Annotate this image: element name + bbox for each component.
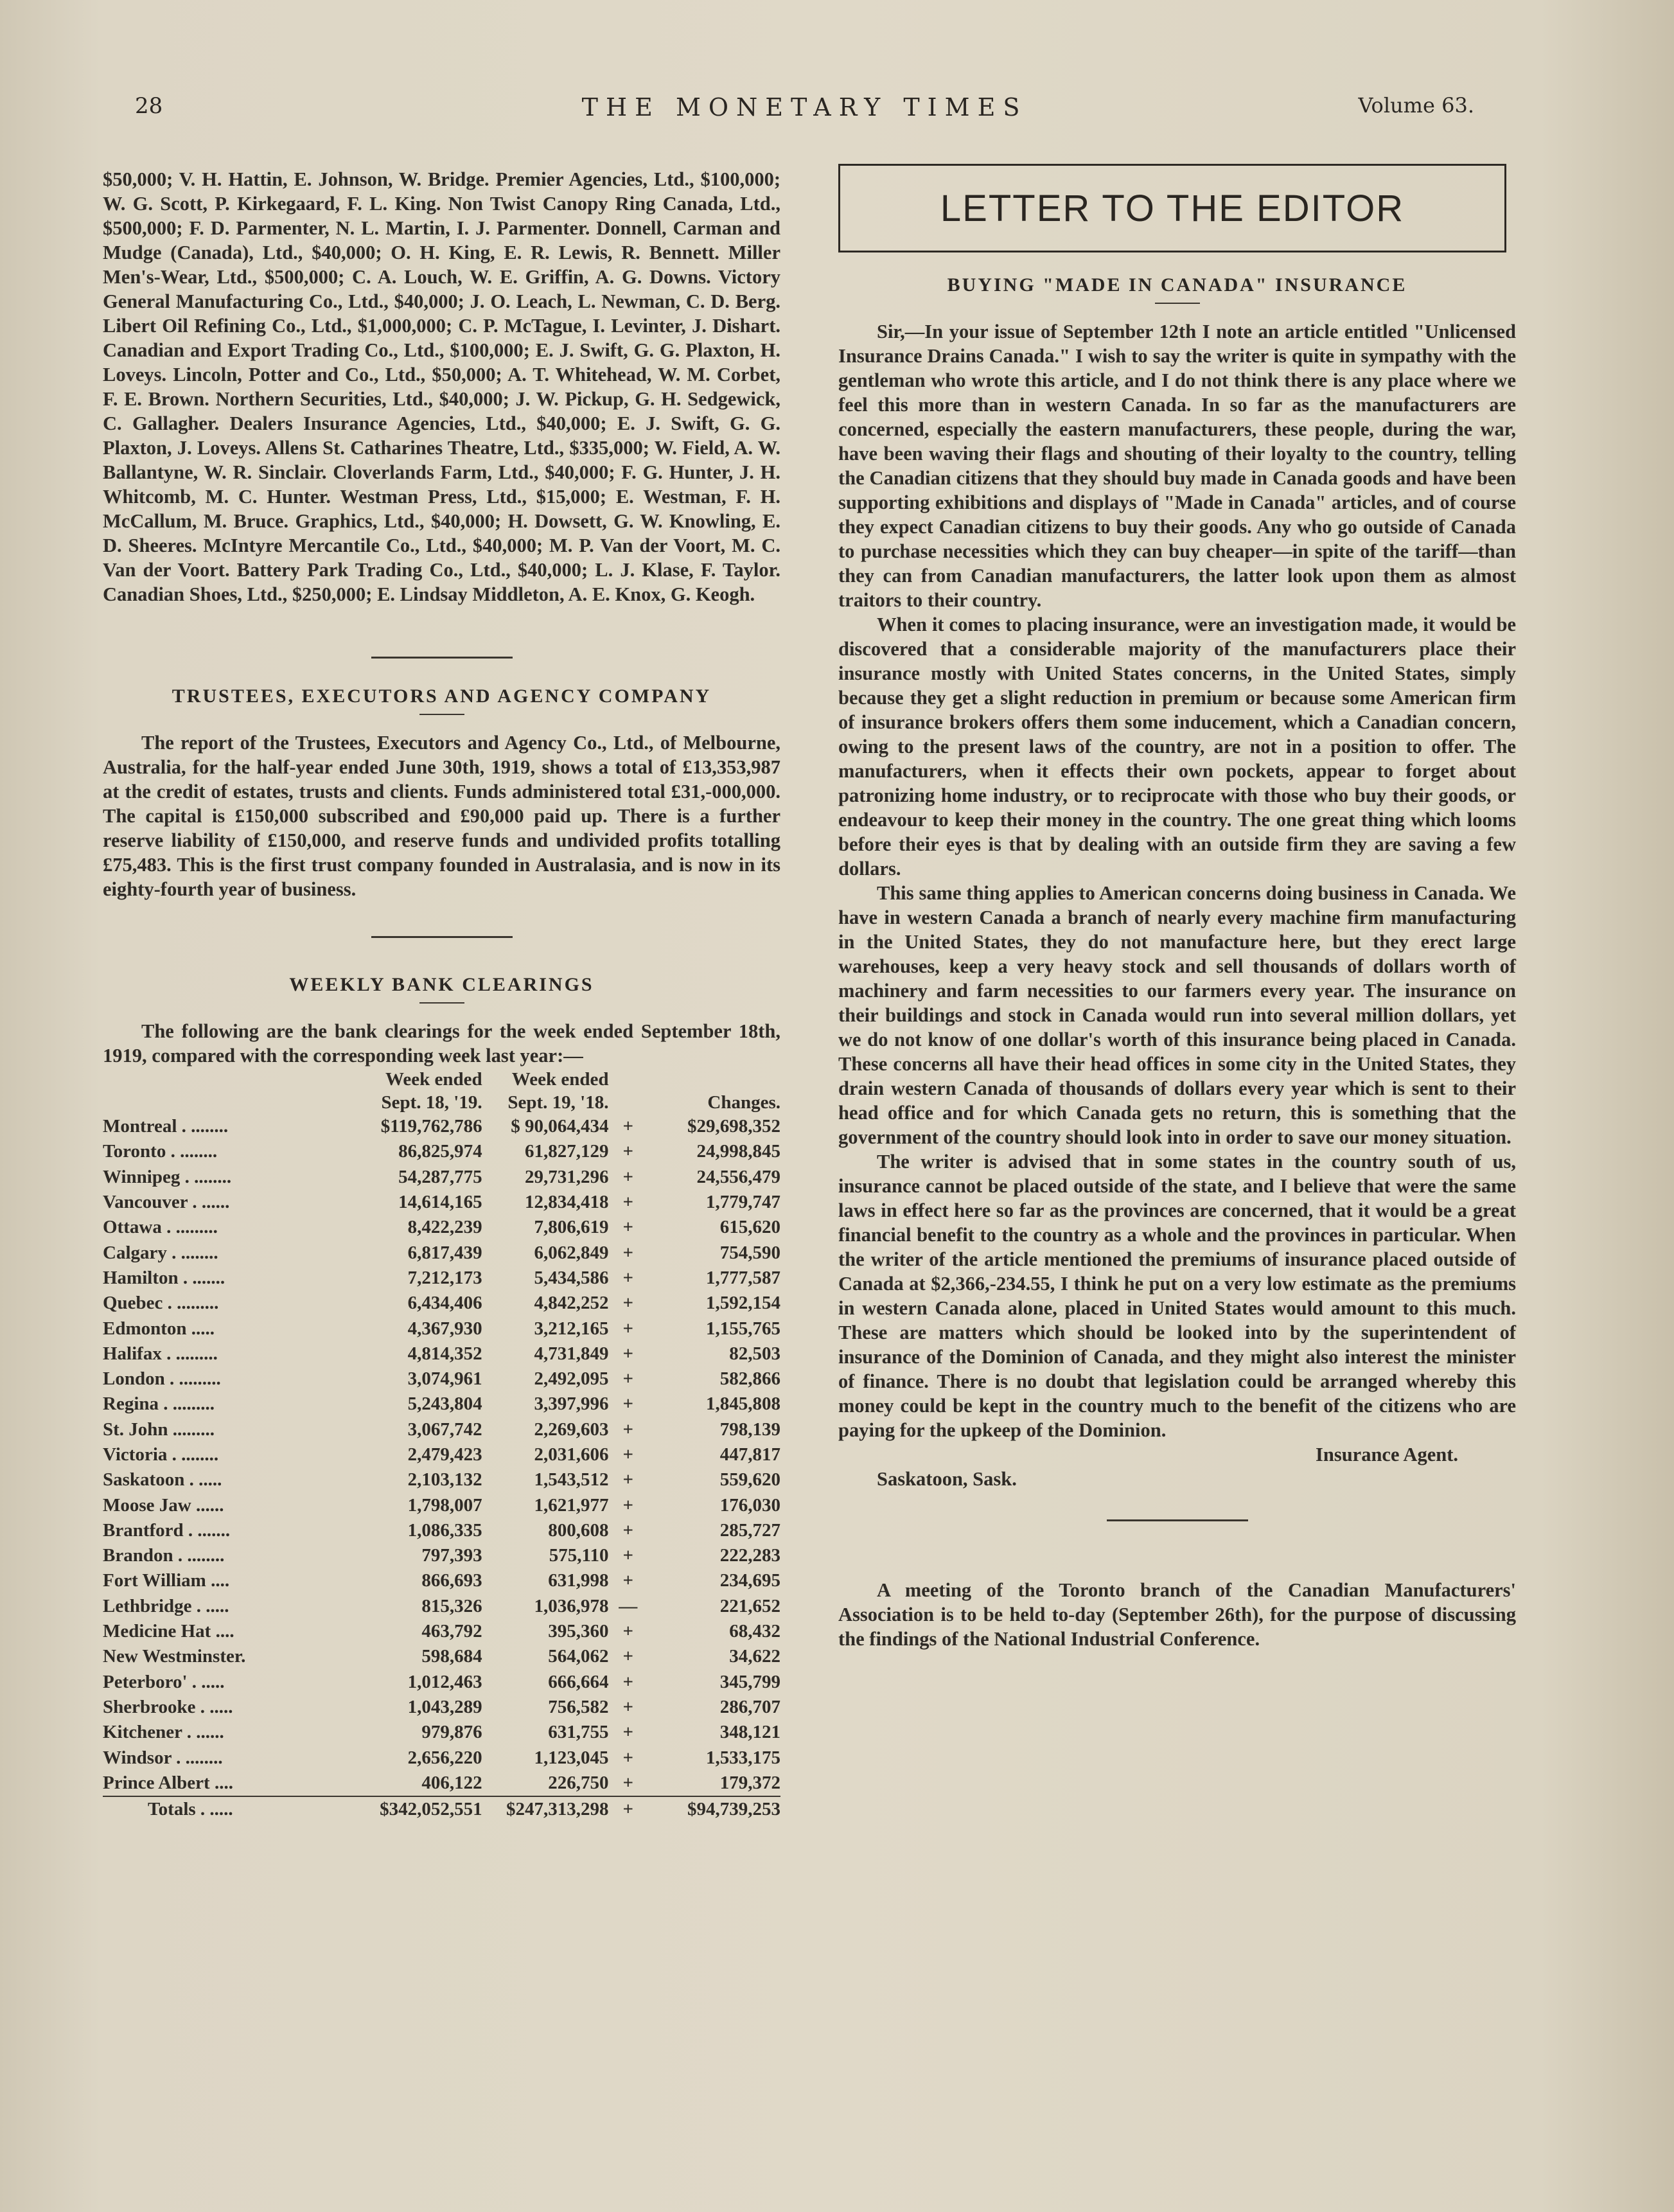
table-cell: 3,067,742 [407,1419,482,1440]
table-cell: 2,479,423 [407,1444,482,1465]
table-cell: + [622,1267,633,1288]
table-row [103,1215,780,1240]
table-row [103,1316,780,1341]
table-cell: + [622,1469,633,1491]
table-cell: 1,036,978 [534,1595,609,1616]
column-header: Week ended [385,1069,482,1090]
city-cell: Winnipeg . ........ [103,1166,232,1187]
table-cell: + [622,1394,633,1415]
table-row [103,1367,780,1392]
table-row [103,1568,780,1593]
table-cell: + [622,1545,633,1566]
table-cell: 2,492,095 [534,1368,609,1390]
table-cell: + [622,1444,633,1465]
table-cell: 7,212,173 [407,1267,482,1288]
city-cell: Calgary . ........ [103,1242,218,1263]
heading-rule [419,1002,464,1004]
table-cell: $94,739,253 [648,1796,780,1822]
letter-paragraph: The writer is advised that in some states in the country south of us, insurance cannot be placed outside of the state, and I believe that were the same laws in effect here so far as the provinces are concerned, that it would be a great financial benefit to the country as a whole and the provinces in particular. When the writer of the article mentioned the premiums of insurance placed outside of Canada at $2,366,-234.55, I think he put on a very low estimate as the premiums in western Canada alone, placed in United States would amount to this much. These are matters which should be looked into by the superintendent of insurance of the Dominion of Canada, and they might also interest the minister of finance. There is no doubt that legislation could be arranged whereby this money could be kept in the country much to the benefit of the citizens who are paying for the upkeep of the Dominion. [838,1151,1516,1441]
table-row [103,1392,780,1417]
table-row [103,1114,780,1139]
table-row [103,1442,780,1467]
table-cell: $29,698,352 [687,1116,780,1137]
city-cell: Fort William .... [103,1570,230,1591]
table-cell: + [622,1519,633,1541]
column-header: Sept. 19, '18. [507,1092,609,1113]
table-row [103,1240,780,1265]
table-cell: 447,817 [719,1444,780,1465]
table-cell: 4,731,849 [534,1343,609,1364]
table-cell: 815,326 [421,1595,482,1616]
table-cell: 12,834,418 [524,1192,609,1213]
column-header: Sept. 18, '19. [381,1092,482,1113]
table-cell: 3,212,165 [534,1318,609,1339]
table-cell: + [622,1141,633,1162]
masthead: THE MONETARY TIMES [581,93,1028,121]
table-cell: + [622,1621,633,1642]
table-row [103,1165,780,1190]
letter-location: Saskatoon, Sask. [877,1468,1017,1490]
table-cell: — [619,1595,638,1616]
city-cell: Brantford . ....... [103,1519,231,1541]
table-cell: 1,123,045 [534,1747,609,1768]
table-cell: $342,052,551 [369,1796,482,1822]
table-cell: 234,695 [719,1570,780,1591]
table-row [103,1341,780,1367]
city-cell: Sherbrooke . ..... [103,1696,233,1717]
table-row [103,1745,780,1770]
table-cell: 406,122 [421,1772,482,1793]
table-cell: 575,110 [549,1545,609,1566]
table-row [103,1670,780,1695]
table-row [103,1594,780,1619]
table-cell: 285,727 [719,1519,780,1541]
table-cell: 754,590 [719,1242,780,1263]
table-cell: + [622,1293,633,1314]
table-row [103,1695,780,1720]
table-cell: + [622,1242,633,1263]
city-cell: New Westminster. [103,1646,246,1667]
table-cell: 866,693 [421,1570,482,1591]
table-cell: + [622,1570,633,1591]
page-number: 28 [135,93,163,119]
table-cell: 82,503 [729,1343,780,1364]
table-cell: 222,283 [719,1545,780,1566]
table-cell: 179,372 [719,1772,780,1793]
table-row [103,1190,780,1215]
table-cell: 6,434,406 [407,1293,482,1314]
letter-paragraph: Sir,—In your issue of September 12th I note an article entitled "Unlicensed Insurance Drains Canada." I wish to say the writer is quite in sympathy with the gentleman who wrote this article, and I do not think there is any place where we feel this more than in western Canada. In so far as the manufacturers are concerned, especially the eastern manufacturers, these people, during the war, have been waving their flags and shouting of their loyalty to the country, telling the Canadian citizens that they should buy made in Canada goods and have been supporting exhibitions and displays of "Made in Canada" articles, and of course they expect Canadian citizens to buy their goods. Any who go outside of Canada to purchase necessities which they can buy cheaper—in spite of the tariff—than they can from Canadian manufacturers, the latter look upon them as almost traitors to their country. [838,321,1516,611]
table-cell: 631,755 [548,1722,609,1743]
heading-rule [1155,303,1200,304]
table-cell: 3,397,996 [534,1394,609,1415]
table-cell: + [622,1772,633,1793]
table-cell: 1,779,747 [706,1192,780,1213]
table-cell: 286,707 [719,1696,780,1717]
table-cell: 221,652 [719,1595,780,1616]
table-cell: 4,367,930 [407,1318,482,1339]
letter-signature: Insurance Agent. [1316,1444,1458,1465]
table-cell: 68,432 [729,1621,780,1642]
table-row [103,1139,780,1164]
letter-subtitle: BUYING "MADE IN CANADA" INSURANCE [947,274,1407,296]
table-cell: 348,121 [719,1722,780,1743]
table-cell: + [622,1343,633,1364]
city-cell: St. John ......... [103,1419,215,1440]
table-row [103,1543,780,1568]
table-cell: + [608,1796,648,1822]
table-cell: + [622,1722,633,1743]
table-cell: 800,608 [548,1519,609,1541]
table-cell: 798,139 [719,1419,780,1440]
table-cell: 1,777,587 [706,1267,780,1288]
table-cell: 666,664 [548,1671,609,1692]
left-column [103,167,780,1822]
table-row [103,1417,780,1442]
table-cell: 34,622 [729,1646,780,1667]
table-cell: 2,103,132 [407,1469,482,1491]
table-cell: 1,845,808 [706,1394,780,1415]
city-cell: Victoria . ........ [103,1444,219,1465]
table-row [103,1644,780,1669]
table-header-row [103,1091,780,1114]
table-cell: + [622,1646,633,1667]
table-cell: 598,684 [421,1646,482,1667]
clearings-heading: WEEKLY BANK CLEARINGS [289,974,594,995]
meeting-notice: A meeting of the Toronto branch of the Canadian Manufacturers' Association is to be held to-day (September 26th), for the purpose of discussing the findings of the National Industrial Conference. [838,1579,1516,1650]
volume-label: Volume 63. [1358,93,1474,118]
letter-paragraph: This same thing applies to American concerns doing business in Canada. We have in western Canada a branch of nearly every machine firm manufacturing in the United States, they do not manufacture here, but they erect large warehouses, keep a very heavy stock and sell thousands of dollars worth of machinery and farm necessities to our farmers every year. The insurance on their buildings and stock in Canada would run into several million dollars, yet we do not know of one dollar's worth of this insurance being placed in Canada. These concerns all have their head offices in some city in the United States, they drain western Canada of thousands of dollars every year which is sent to their head office and for which Canada gets no return, this is something that the government of the country should look into in order to save our money situation. [838,882,1516,1148]
table-cell: 797,393 [421,1545,482,1566]
table-row [103,1771,780,1796]
table-cell: 176,030 [719,1494,780,1516]
table-cell: Totals . ..... [103,1796,369,1822]
table-cell: 756,582 [548,1696,609,1717]
city-cell: London . ......... [103,1368,221,1390]
table-header-row [103,1068,780,1091]
table-cell: 1,533,175 [706,1747,780,1768]
city-cell: Montreal . ........ [103,1116,229,1137]
table-cell: 24,998,845 [696,1141,780,1162]
letter-paragraph: When it comes to placing insurance, were an investigation made, it would be discovered that a considerable majority of the manufacturers place their insurance mostly with United States concerns, in the United States, simply because they get a slight reduction in premium or because some American firm of insurance brokers offers them some inducement, which a Canadian concern, owing to the present laws of the country, are not in a position to offer. The manufacturers, when it effects their own pockets, appear to forget about patronizing home industry, or to reciprocate with those who buy their goods, or endeavour to keep their money in the country. The one great thing which looms before their eyes is that by dealing with an outside firm they are saving a few dollars. [838,614,1516,880]
table-cell: + [622,1217,633,1238]
table-row [103,1518,780,1543]
right-column [838,164,1516,1651]
table-cell: + [622,1494,633,1516]
page-header [135,93,1474,125]
city-cell: Edmonton ..... [103,1318,215,1339]
table-cell: + [622,1368,633,1390]
column-header: Changes. [707,1092,780,1113]
table-row [103,1720,780,1745]
table-cell: 559,620 [719,1469,780,1491]
table-cell: 615,620 [719,1217,780,1238]
column-header: Week ended [511,1069,609,1090]
table-cell: 54,287,775 [398,1166,482,1187]
table-cell: 564,062 [548,1646,609,1667]
table-cell: + [622,1192,633,1213]
table-cell: 14,614,165 [398,1192,482,1213]
table-cell: 6,062,849 [534,1242,609,1263]
city-cell: Regina . ......... [103,1394,215,1415]
city-cell: Kitchener . ...... [103,1722,224,1743]
city-cell: Ottawa . ......... [103,1217,218,1238]
table-cell: 1,798,007 [407,1494,482,1516]
table-cell: 1,043,289 [407,1696,482,1717]
city-cell: Peterboro' . ..... [103,1671,225,1692]
table-cell: 24,556,479 [696,1166,780,1187]
totals-row [103,1796,780,1822]
bank-clearings-table [103,1068,780,1822]
table-cell: 4,842,252 [534,1293,609,1314]
trustees-article: The report of the Trustees, Executors and Agency Co., Ltd., of Melbourne, Australia, for the half-year ended June 30th, 1919, shows a total of £13,353,987 at the credit of estates, trusts and clients. Funds administered total £31,-000,000. The capital is £150,000 subscribed and £90,000 paid up. There is a further reserve liability of £150,000, and reserve funds and undivided profits totalling £75,483. This is the first trust company founded in Australasia, and is now in its eighty-fourth year of business. [103,732,780,900]
table-row [103,1291,780,1316]
table-cell: 1,012,463 [407,1671,482,1692]
table-cell: + [622,1116,633,1137]
trustees-heading: TRUSTEES, EXECUTORS AND AGENCY COMPANY [172,686,712,707]
table-cell: 6,817,439 [407,1242,482,1263]
table-cell: 5,434,586 [534,1267,609,1288]
table-cell: $119,762,786 [380,1116,482,1137]
city-cell: Quebec . ......... [103,1293,219,1314]
city-cell: Prince Albert .... [103,1772,233,1793]
city-cell: Medicine Hat .... [103,1621,234,1642]
table-cell: 29,731,296 [524,1166,609,1187]
letter-heading: LETTER TO THE EDITOR [940,187,1405,229]
city-cell: Brandon . ........ [103,1545,225,1566]
table-cell: 1,155,765 [706,1318,780,1339]
table-cell: 61,827,129 [524,1141,609,1162]
table-cell: + [622,1671,633,1692]
table-cell: 86,825,974 [398,1141,482,1162]
table-cell: 226,750 [548,1772,609,1793]
table-cell: 395,360 [548,1621,609,1642]
table-cell: 2,656,220 [407,1747,482,1768]
table-cell: 1,543,512 [534,1469,609,1491]
incorporations-list: $50,000; V. H. Hattin, E. Johnson, W. Bridge. Premier Agencies, Ltd., $100,000; W. G. Scott, P. Kirkegaard, F. L. King. Non Twist Canopy Ring Canada, Ltd., $500,000; F. D. Parmenter, N. L. Martin, I. J. Parmenter. Donnell, Carman and Mudge (Canada), Ltd., $40,000; O. H. King, E. R. Lewis, R. Bennett. Miller Men's-Wear, Ltd., $500,000; C. A. Louch, W. E. Griffin, A. G. Downs. Victory General Manufacturing Co., Ltd., $40,000; J. O. Leach, L. Newman, C. D. Berg. Libert Oil Refining Co., Ltd., $1,000,000; C. P. McTague, I. Levinter, J. Dishart. Canadian and Export Trading Co., Ltd., $100,000; E. J. Swift, G. G. Plaxton, H. Loveys. Lincoln, Potter and Co., Ltd., $50,000; A. T. Whitehead, W. M. Corbet, F. E. Brown. Northern Securities, Ltd., $40,000; J. W. Pickup, G. H. Sedgewick, C. Gallagher. Dealers Insurance Agencies, Ltd., $40,000; E. J. Swift, G. G. Plaxton, J. Loveys. Allens St. Catharines Theatre, Ltd., $335,000; W. Field, A. W. Ballantyne, W. R. Sinclair. Cloverlands Farm, Ltd., $40,000; F. G. Hunter, J. H. Whitcomb, M. C. Hunter. Westman Press, Ltd., $15,000; E. Westman, F. H. McCallum, M. Bruce. Graphics, Ltd., $40,000; H. Dowsett, G. W. Knowling, E. D. Sheeres. McIntyre Mercantile Co., Ltd., $40,000; M. P. Van der Voort, M. C. Van der Voort. Battery Park Trading Co., Ltd., $40,000; L. J. Klase, F. Taylor. Canadian Shoes, Ltd., $250,000; E. Lindsay Middleton, A. E. Knox, G. Keogh. [103,168,780,605]
city-cell: Saskatoon . ..... [103,1469,222,1491]
table-cell: + [622,1166,633,1187]
table-cell: 631,998 [548,1570,609,1591]
table-cell: 4,814,352 [407,1343,482,1364]
city-cell: Moose Jaw ...... [103,1494,224,1516]
city-cell: Toronto . ........ [103,1141,218,1162]
table-cell: + [622,1318,633,1339]
heading-rule [419,714,464,715]
table-row [103,1492,780,1517]
table-cell: 3,074,961 [407,1368,482,1390]
table-row [103,1619,780,1644]
table-cell: 463,792 [421,1621,482,1642]
city-cell: Windsor . ........ [103,1747,223,1768]
table-cell: 1,592,154 [706,1293,780,1314]
table-row [103,1467,780,1492]
city-cell: Halifax . ......... [103,1343,218,1364]
table-cell: 8,422,239 [407,1217,482,1238]
table-cell: + [622,1696,633,1717]
table-cell: 2,269,603 [534,1419,609,1440]
table-cell: 345,799 [719,1671,780,1692]
table-cell: 1,621,977 [534,1494,609,1516]
table-cell: 1,086,335 [407,1519,482,1541]
city-cell: Lethbridge . ..... [103,1595,229,1616]
table-cell: 5,243,804 [407,1394,482,1415]
column-header [648,1068,780,1091]
table-cell: 2,031,606 [534,1444,609,1465]
table-cell: + [622,1419,633,1440]
table-row [103,1266,780,1291]
city-cell: Vancouver . ...... [103,1192,230,1213]
table-cell: 7,806,619 [534,1217,609,1238]
table-cell: $ 90,064,434 [511,1116,609,1137]
table-cell: 979,876 [421,1722,482,1743]
city-cell: Hamilton . ....... [103,1267,225,1288]
table-cell: + [622,1747,633,1768]
table-cell: 582,866 [719,1368,780,1390]
table-cell: $247,313,298 [482,1796,609,1822]
clearings-intro: The following are the bank clearings for the week ended September 18th, 1919, compared with the corresponding week last year:— [103,1020,780,1066]
letter-heading-box [838,164,1506,252]
